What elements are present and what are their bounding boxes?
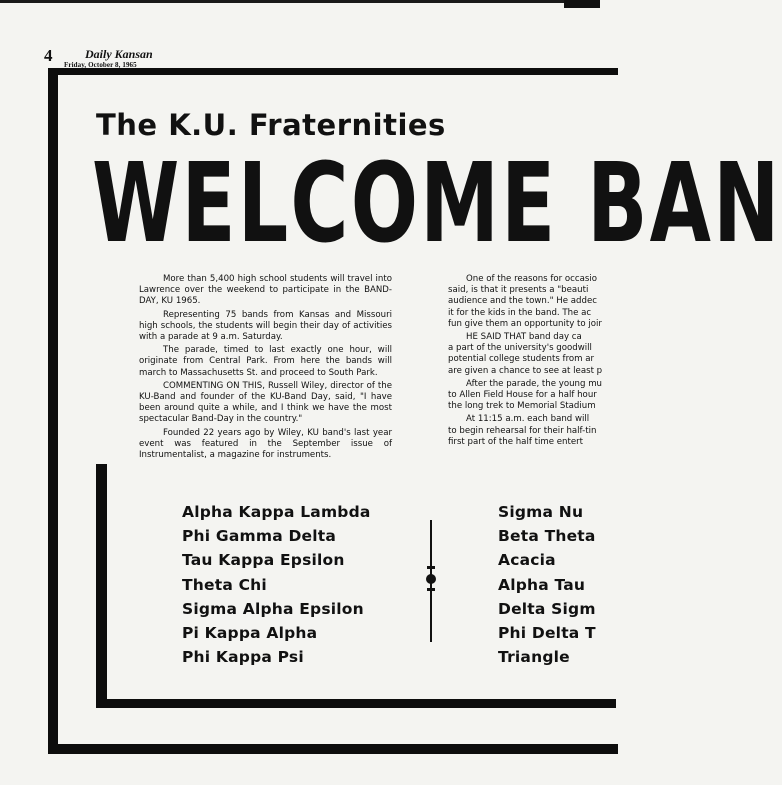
article-paragraph: Representing 75 bands from Kansas and Missouri high schools, the students will begin their day of activities with a parade at 9 a.m. Saturday. (139, 309, 392, 343)
divider-ornament (427, 566, 435, 569)
fraternity-name: Alpha Kappa Lambda (182, 503, 371, 521)
article-paragraph: More than 5,400 high school students will travel into Lawrence over the weekend to participate in the BAND-DAY, KU 1965. (139, 274, 392, 307)
article-line: HE SAID THAT band day ca (466, 332, 582, 343)
article-line: said, is that it presents a "beauti (448, 285, 589, 296)
fraternity-name: Sigma Alpha Epsilon (182, 599, 364, 618)
fraternity-name: Triangle (498, 648, 570, 667)
article-line: One of the reasons for occasio (466, 274, 598, 284)
welcome-banner: WELCOME BAN (92, 139, 782, 267)
article-paragraph: COMMENTING ON THIS, Russell Wiley, director of the KU-Band and founder of the KU-Band Day, said, "I have been around quite a while, and I think we have the most spectacular Band-Day in the country." (139, 380, 392, 425)
fraternity-name: Delta Sigm (498, 599, 596, 618)
divider-ornament (427, 588, 435, 591)
article-line: to begin rehearsal for their half-tin (448, 425, 597, 436)
article-paragraph: The parade, timed to last exactly one hour, will originate from Central Park. From here the bands will march to Massachusetts St. and proceed to South Park. (139, 345, 392, 378)
page-number: 4 (44, 46, 53, 65)
corner-mark (564, 0, 600, 8)
newspaper-name: Daily Kansan (85, 47, 153, 61)
fraternity-name: Sigma Nu (498, 503, 584, 521)
fraternity-name: Tau Kappa Epsilon (182, 551, 345, 570)
article-left-column (139, 274, 392, 463)
article-line: After the parade, the young mu (466, 378, 603, 389)
fraternity-list-right (498, 500, 596, 669)
article-line: the long trek to Memorial Stadium (448, 401, 596, 412)
fraternity-name: Theta Chi (182, 575, 267, 594)
divider-ornament (426, 574, 436, 584)
article-line: fun give them an opportunity to joir (448, 318, 602, 329)
page-top-edge (0, 0, 600, 3)
fraternity-name: Acacia (498, 551, 556, 570)
article-line: it for the kids in the band. The ac (448, 307, 592, 318)
article-right-column (448, 274, 608, 448)
fraternity-name: Pi Kappa Alpha (182, 623, 318, 642)
article-line: a part of the university's goodwill (448, 343, 592, 354)
article-line: are given a chance to see at least p (448, 365, 603, 376)
fraternity-name: Phi Delta T (498, 623, 596, 642)
article-line: to Allen Field House for a half hour (448, 390, 597, 401)
fraternity-name: Phi Kappa Psi (182, 648, 304, 667)
issue-date: Friday, October 8, 1965 (64, 61, 137, 69)
article-line: At 11:15 a.m. each band will (466, 414, 590, 425)
fraternity-name: Phi Gamma Delta (182, 527, 337, 546)
ad-heading: The K.U. Fraternities (96, 108, 446, 142)
article-line: potential college students from ar (448, 354, 595, 365)
fraternity-list-left (182, 500, 371, 669)
article-paragraph: Founded 22 years ago by Wiley, KU band's last year event was featured in the September issue of Instrumentalist, a magazine for instruments. (139, 427, 392, 461)
article-line: audience and the town." He addec (448, 296, 597, 307)
fraternity-name: Beta Theta (498, 527, 596, 546)
fraternity-name: Alpha Tau (498, 575, 586, 594)
article-line: first part of the half time entert (448, 436, 584, 447)
